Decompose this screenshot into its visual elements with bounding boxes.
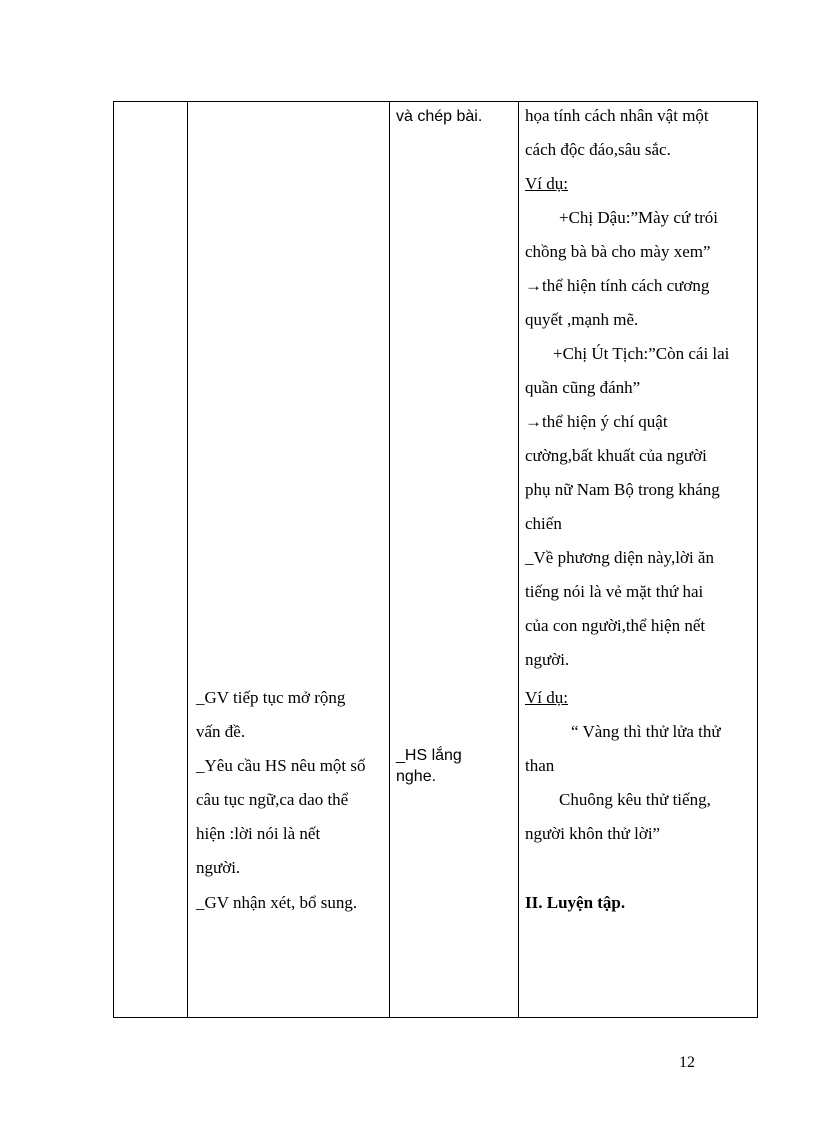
teacher-text-line: hiện :lời nói là nết [196,824,321,843]
content-text-line: chồng bà bà cho mày xem” [525,242,711,261]
content-text-line: phụ nữ Nam Bộ trong kháng [525,480,720,499]
student-text-line: và chép bài. [396,108,483,125]
table-row [114,102,758,1018]
content-text-line: quần cũng đánh” [525,378,641,397]
content-text-line: cách độc đáo,sâu sắc. [525,140,671,159]
lesson-plan-table [113,101,758,1018]
proverb-line: than [525,756,555,775]
teacher-text-line: _GV nhận xét, bổ sung. [196,893,358,912]
content-text-line: →thể hiện tính cách cương [525,276,710,295]
student-text-line: _HS lắng [396,747,462,764]
content-text-line: chiến [525,514,562,533]
content-text-line: người. [525,650,570,669]
example-heading: Ví dụ: [525,174,568,193]
teacher-text-line: _Yêu cầu HS nêu một số [196,756,366,775]
content-text-line: +Chị Út Tịch:”Còn cái lai [553,344,730,363]
proverb-line: người khôn thử lời” [525,824,661,843]
content-text-line: _Về phương diện này,lời ăn [525,548,714,567]
page-number: 12 [679,1054,695,1071]
section-heading: II. Luyện tập. [525,893,626,912]
proverb-line: Chuông kêu thử tiếng, [559,790,711,809]
teacher-text-line: câu tục ngữ,ca dao thể [196,790,349,809]
teacher-text-line: vấn đề. [196,722,246,741]
content-text-line: quyết ,mạnh mẽ. [525,310,639,329]
content-text-line: tiếng nói là vẻ mặt thứ hai [525,582,704,601]
step-column-cell [114,102,188,1018]
teacher-text-line: _GV tiếp tục mở rộng [196,688,346,707]
content-cell [519,102,758,1018]
proverb-line: “ Vàng thì thử lửa thử [571,722,721,741]
student-text-line: nghe. [396,768,437,785]
content-text-line: cường,bất khuất của người [525,446,707,465]
teacher-text-line: người. [196,858,241,877]
content-text-line: họa tính cách nhân vật một [525,106,709,125]
example-heading: Ví dụ: [525,688,568,707]
content-text-line: của con người,thể hiện nết [525,616,706,635]
student-activity-cell [390,102,519,1018]
teacher-activity-cell [188,102,390,1018]
content-text-line: →thể hiện ý chí quật [525,412,668,431]
content-text-line: +Chị Dậu:”Mày cứ trói [559,208,719,227]
